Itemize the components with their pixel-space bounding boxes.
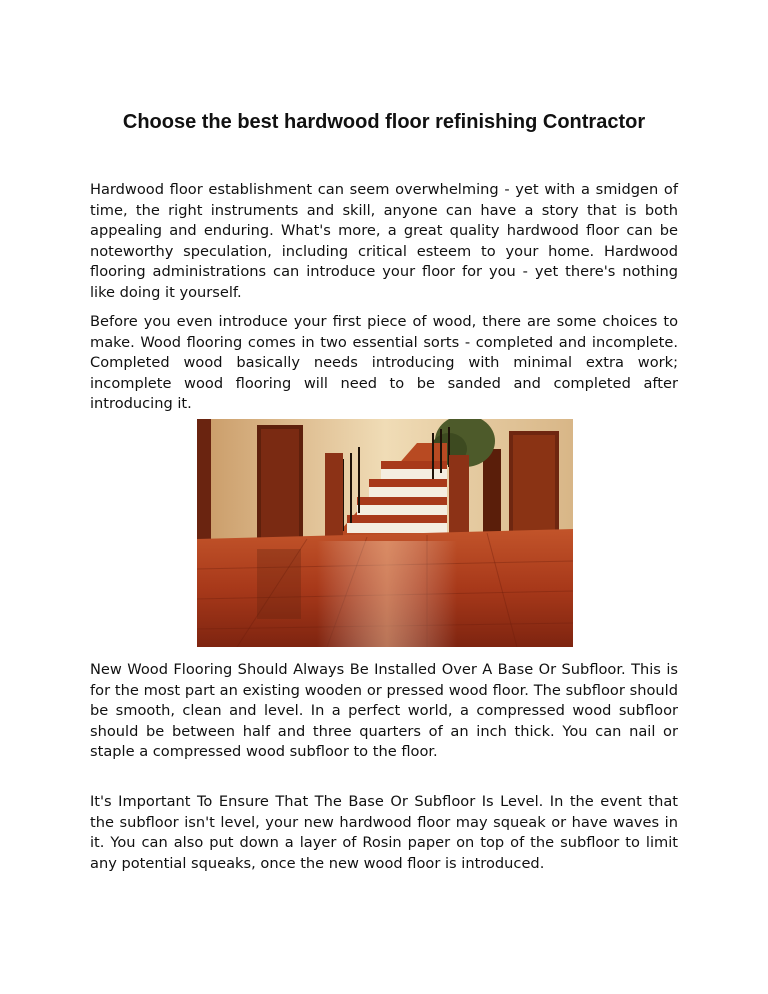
page-title: Choose the best hardwood floor refinishing Contractor	[122, 111, 646, 133]
hardwood-floor-photo	[197, 419, 573, 647]
paragraph-subfloor: New Wood Flooring Should Always Be Installed Over A Base Or Subfloor. This is for the most part an existing wooden or pressed wood floor. The subfloor should be smooth, clean and level. In a perfect world, a compressed wood subfloor should be between half and three quarters of an inch thick. You can nail or staple a compressed wood subfloor to the floor.	[90, 661, 678, 760]
paragraph-level: It's Important To Ensure That The Base Or Subfloor Is Level. In the event that the subfloor isn't level, your new hardwood floor may squeak or have waves in it. You can also put down a layer of Rosin paper on top of the subfloor to limit any potential squeaks, once the new wood floor is introduced.	[90, 793, 678, 872]
paragraph-intro: Hardwood floor establishment can seem overwhelming - yet with a smidgen of time, the right instruments and skill, anyone can have a story that is both appealing and enduring. What's more, a great quality hardwood floor can be noteworthy speculation, including critical esteem to your home. Hardwood flooring administrations can introduce your floor for you - yet there's nothing like doing it yourself.	[90, 181, 678, 301]
paragraph-choices: Before you even introduce your first piece of wood, there are some choices to make. Wood flooring comes in two essential sorts - completed and incomplete. Completed wood basically needs introducing with minimal extra work; incomplete wood flooring will need to be sanded and completed after introducing it.	[90, 313, 678, 412]
